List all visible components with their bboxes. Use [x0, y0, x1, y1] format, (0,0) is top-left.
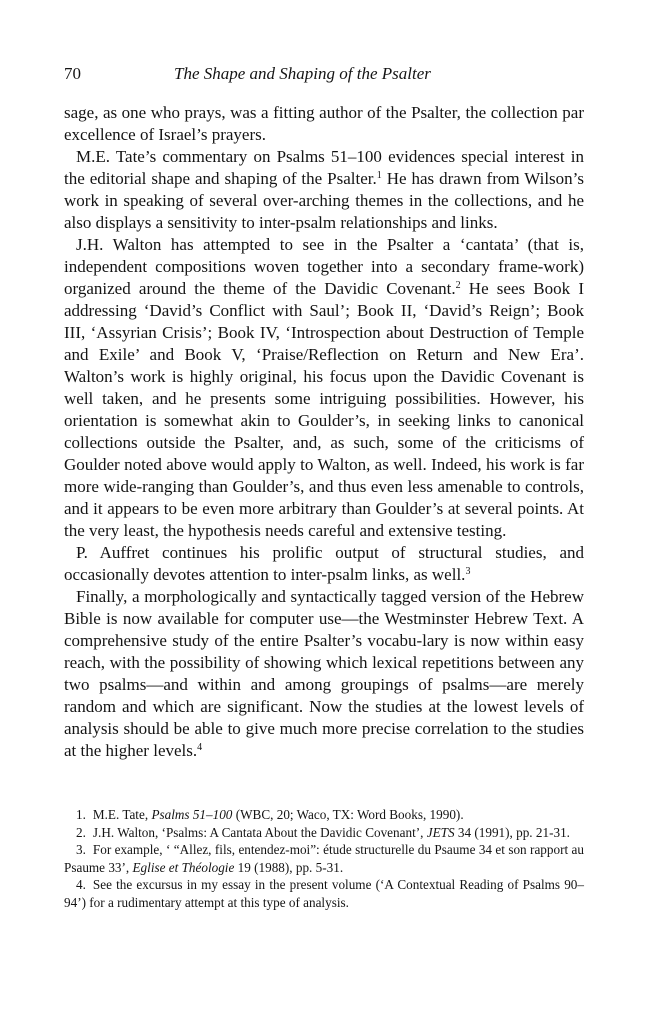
page-header: [64, 64, 584, 88]
paragraph-3-rest: He sees Book I addressing ‘David’s Conflict with Saul’; Book II, ‘David’s Reign’; Book III, ‘Assyrian Crisis’; Book IV, ‘Introspection about Destruction of Temple and Exile’ and Book V, ‘Praise/Reflection on Return and New Era’. Walton’s work is highly original, his focus upon the Davidic Covenant is well taken, and he presents some intriguing possibilities. However, his orientation is somewhat akin to Goulder’s, in seeking links to canonical collections outside the Psalter, and, as such, some of the criticisms of Goulder noted above would apply to Walton, as well. Indeed, his work is far more wide-ranging than Goulder’s, and thus even less amenable to controls, and it appears to be even more arbitrary than Goulder’s at several points. At the very least, the hypothesis needs careful and extensive testing.: [64, 279, 584, 540]
footnote-3: [64, 841, 584, 876]
footnote-text: 19 (1988), pp. 5-31.: [234, 859, 344, 875]
paragraph-1-text: sage, as one who prays, was a fitting author of the Psalter, the collection par excellence of Israel’s prayers.: [64, 103, 584, 144]
page-number: 70: [64, 64, 81, 83]
footnote-title: JETS: [426, 824, 455, 840]
footnotes: [64, 806, 584, 911]
paragraph-2-rest: He has drawn from Wilson’s work in speaking of several over-arching themes in the collections, and he also displays a sensitivity to inter-psalm relationships and links.: [64, 169, 584, 232]
footnote-4: [64, 876, 584, 911]
footnote-2: [64, 824, 584, 842]
paragraph-3-text: J.H. Walton has attempted to see in the Psalter a ‘cantata’ (that is, independent compositions woven together into a secondary frame-work) organized around the theme of the Davidic Covenant.: [64, 235, 584, 298]
footnote-text: See the excursus in my essay in the present volume (‘A Contextual Reading of Psalms 90–94’) for a rudimentary attempt at this type of analysis.: [64, 877, 584, 910]
running-title: The Shape and Shaping of the Psalter: [174, 64, 431, 83]
footnote-ref-2[interactable]: 2: [455, 280, 461, 291]
paragraph-1: [64, 102, 584, 146]
footnote-text: 34 (1991), pp. 21-31.: [454, 824, 570, 840]
footnote-1: [64, 806, 584, 824]
paragraph-4: [64, 542, 584, 586]
paragraph-2-text: M.E. Tate’s commentary on Psalms 51–100 evidences special interest in the editorial shape and shaping of the Psalter.: [64, 147, 584, 188]
footnote-number: 4.: [76, 877, 86, 892]
paragraph-4-text: P. Auffret continues his prolific output of structural studies, and occasionally devotes attention to inter-psalm links, as well.: [64, 543, 584, 584]
footnote-text: For example, ‘ “Allez, fils, entendez-moi”: étude structurelle du Psaume 34 et son rapport au Psaume 33’,: [64, 842, 584, 875]
book-page: [64, 64, 584, 911]
paragraph-5: [64, 586, 584, 762]
footnote-title: Psalms 51–100: [151, 807, 233, 822]
footnote-text: M.E. Tate,: [92, 807, 152, 822]
paragraph-3: [64, 234, 584, 542]
body-text: [64, 102, 584, 762]
footnote-number: 3.: [76, 842, 86, 857]
footnote-text: J.H. Walton, ‘Psalms: A Cantata About the Davidic Covenant’,: [92, 824, 427, 840]
footnote-ref-1[interactable]: 1: [376, 170, 382, 181]
footnote-number: 2.: [76, 824, 86, 840]
footnote-ref-3[interactable]: 3: [465, 566, 471, 577]
footnote-number: 1.: [76, 807, 86, 822]
paragraph-2: [64, 146, 584, 234]
footnote-ref-4[interactable]: 4: [197, 742, 203, 753]
footnote-title: Eglise et Théologie: [132, 859, 235, 875]
footnote-text: (WBC, 20; Waco, TX: Word Books, 1990).: [232, 807, 464, 822]
paragraph-5-text: Finally, a morphologically and syntactically tagged version of the Hebrew Bible is now available for computer use—the Westminster Hebrew Text. A comprehensive study of the entire Psalter’s vocabu-lary is now within easy reach, with the possibility of showing which lexical repetitions between any two psalms—and within and among groupings of psalms—are merely random and which are significant. Now the studies at the lowest levels of analysis should be able to give much more precise correlation to the studies at the higher levels.: [64, 587, 584, 760]
